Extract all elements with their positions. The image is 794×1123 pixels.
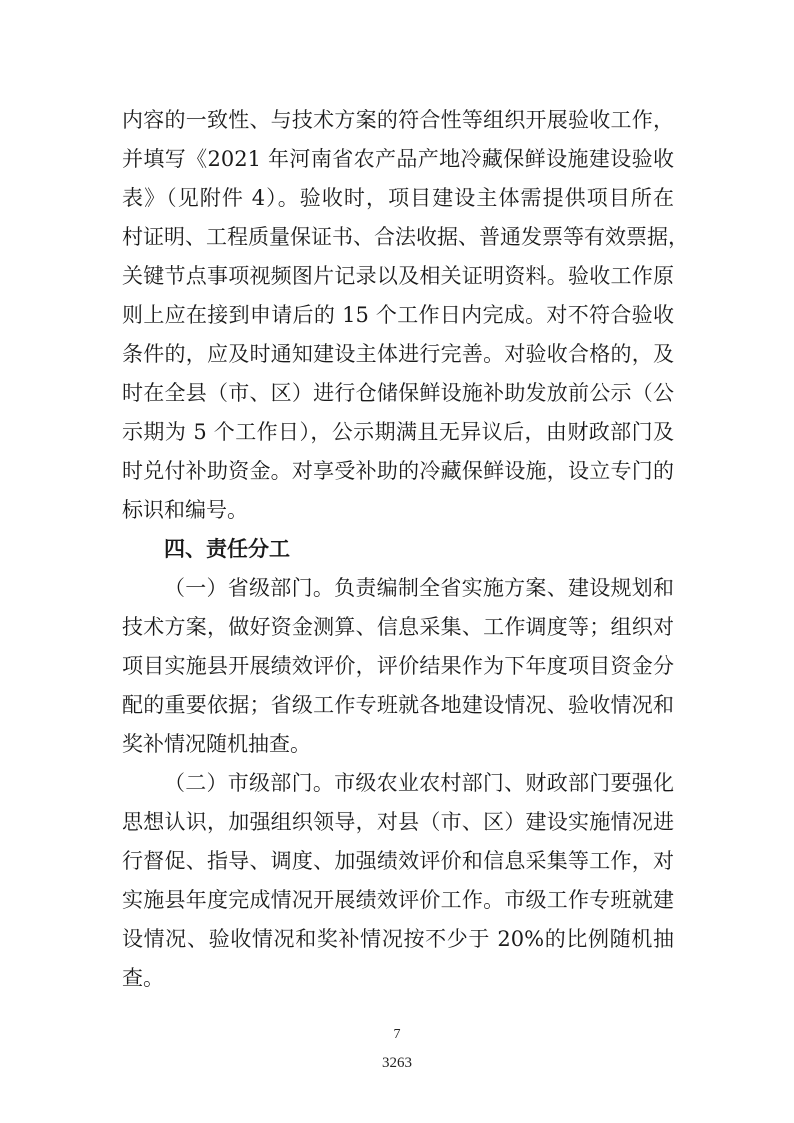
paragraph-line: 行督促、指导、调度、加强绩效评价和信息采集等工作，对 (122, 849, 674, 873)
paragraph-line: 配的重要依据；省级工作专班就各地建设情况、验收情况和 (122, 693, 674, 717)
paragraph-line: 思想认识，加强组织领导，对县（市、区）建设实施情况进 (122, 810, 674, 834)
gazette-page-number: 3263 (382, 1055, 412, 1071)
paragraph-line: 技术方案，做好资金测算、信息采集、工作调度等；组织对 (122, 615, 674, 639)
paragraph-line: 并填写《2021 年河南省农产品产地冷藏保鲜设施建设验收 (122, 147, 674, 171)
paragraph-line: 查。 (122, 966, 164, 990)
paragraph-line: 项目实施县开展绩效评价，评价结果作为下年度项目资金分 (122, 654, 674, 678)
paragraph-line: 标识和编号。 (122, 498, 248, 522)
paragraph-line: 条件的，应及时通知建设主体进行完善。对验收合格的，及 (122, 342, 674, 366)
paragraph-line: 村证明、工程质量保证书、合法收据、普通发票等有效票据， (122, 225, 689, 249)
section-heading: 四、责任分工 (164, 537, 290, 561)
paragraph-line: 示期为 5 个工作日），公示期满且无异议后，由财政部门及 (122, 420, 674, 444)
paragraph-line: （一）省级部门。负责编制全省实施方案、建设规划和 (164, 576, 674, 600)
paragraph-line: （二）市级部门。市级农业农村部门、财政部门要强化 (164, 771, 674, 795)
paragraph-line: 时兑付补助资金。对享受补助的冷藏保鲜设施，设立专门的 (122, 459, 674, 483)
paragraph-line: 关键节点事项视频图片记录以及相关证明资料。验收工作原 (122, 264, 674, 288)
paragraph-line: 实施县年度完成情况开展绩效评价工作。市级工作专班就建 (122, 888, 674, 912)
paragraph-line: 则上应在接到申请后的 15 个工作日内完成。对不符合验收 (122, 303, 674, 327)
page-number: 7 (393, 1027, 401, 1042)
paragraph-line: 内容的一致性、与技术方案的符合性等组织开展验收工作， (122, 108, 674, 132)
paragraph-line: 设情况、验收情况和奖补情况按不少于 20%的比例随机抽 (122, 927, 674, 951)
paragraph-line: 奖补情况随机抽查。 (122, 732, 311, 756)
paragraph-line: 表》（见附件 4）。验收时，项目建设主体需提供项目所在 (122, 186, 674, 210)
paragraph-line: 时在全县（市、区）进行仓储保鲜设施补助发放前公示（公 (122, 381, 674, 405)
